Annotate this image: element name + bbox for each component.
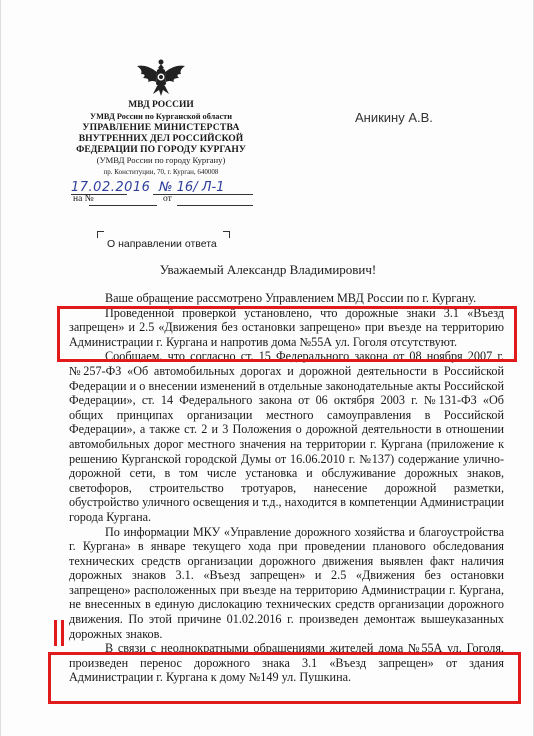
department-name-line1: УПРАВЛЕНИЕ МИНИСТЕРСТВА: [82, 122, 240, 133]
incoming-number-label: на №: [73, 194, 94, 204]
department-short-name: (УМВД России по городу Кургану): [96, 155, 226, 165]
subject-corner-left: [97, 231, 104, 238]
regional-department: УМВД России по Курганской области: [90, 112, 232, 121]
paragraph-intro: Ваше обращение рассмотрено Управлением МВД России по г. Кургану.: [105, 291, 477, 305]
paragraph-dismantling: По информации МКУ «Управление дорожного хозяйства и благоустройства г. Кургана» в январе текущего хода при проведении планового обследования технических средств организации дорожного движения выявлен факт наличия дорожных знаков 3.1. «Въезд запрещен» и 2.5 «Движения без остановки запрещено» расположенных при въезде на территорию Администрации г. Кургана, не внесенных в единую дислокацию технических средств организации дорожного движения. По этой причине 01.02.2016 г. произведен демонтаж вышеуказанных дорожных знаков.: [69, 524, 504, 641]
department-name-line3: ФЕДЕРАЦИИ ПО ГОРОДУ КУРГАНУ: [76, 144, 246, 155]
eagle-emblem-icon: [133, 58, 189, 98]
paragraph-inspection: Проведенной проверкой установлено, что дорожные знаки 3.1 «Въезд запрещен» и 2.5 «Движения без остановки запрещено» при въезде на территорию Администрации г. Кургана и напротив дома №55А ул. Гоголя отсутствуют.: [69, 305, 504, 349]
incoming-date-label: от: [163, 194, 172, 204]
paragraph-legal-basis: Сообщаем, что согласно ст. 15 Федерального закона от 08 ноября 2007 г. №257-ФЗ «Об автомобильных дорогах и дорожной деятельности в Российской Федерации и о внесении изменений в отдельные законодательные акты Российской Федерации», ст. 14 Федерального закона от 06 октября 2003 г. №131-ФЗ «Об общих принципах организации местного самоуправления в Российской Федерации», а также ст. 2 и 3 Положения о дорожной деятельности в отношении автомобильных дорог местного значения на территории г. Кургана (приложение к решению Курганской городской Думы от 16.06.2010 г. №137) содержание улично-дорожной сети, в том числе установка и обслуживание дорожных знаков, светофоров, строительство тротуаров, нанесение дорожной разметки, обустройство уличного освещения и т.д., находится в компетенции Администрации города Кургана.: [69, 349, 504, 524]
ministry-header: МВД РОССИИ: [128, 100, 194, 110]
subject-line: О направлении ответа: [107, 238, 217, 250]
highlight-mark-right: [61, 620, 64, 646]
greeting: Уважаемый Александр Владимирович!: [159, 262, 377, 277]
recipient-name: Аникину А.В.: [355, 110, 433, 125]
paragraph-sign-relocation: В связи с неоднократными обращениями жителей дома №55А ул. Гоголя, произведен перенос дорожного знака 3.1 «Въезд запрещен» от здания Администрации г. Кургана к дому №149 ул. Пушкина.: [69, 641, 504, 685]
incoming-number-line: [89, 205, 157, 206]
subject-corner-right: [223, 231, 230, 238]
department-name-line2: ВНУТРЕННИХ ДЕЛ РОССИЙСКОЙ: [78, 133, 244, 144]
department-address: пр. Конституции, 70, г. Курган, 640008: [103, 168, 219, 176]
handwritten-date: 17.02.2016: [71, 180, 151, 195]
highlight-box-relocation: [48, 652, 521, 704]
incoming-date-line: [177, 205, 253, 206]
handwritten-number: № 16/ Л-1: [159, 180, 225, 195]
highlight-mark-left: [54, 620, 57, 646]
highlight-box-inspection: [57, 306, 517, 362]
